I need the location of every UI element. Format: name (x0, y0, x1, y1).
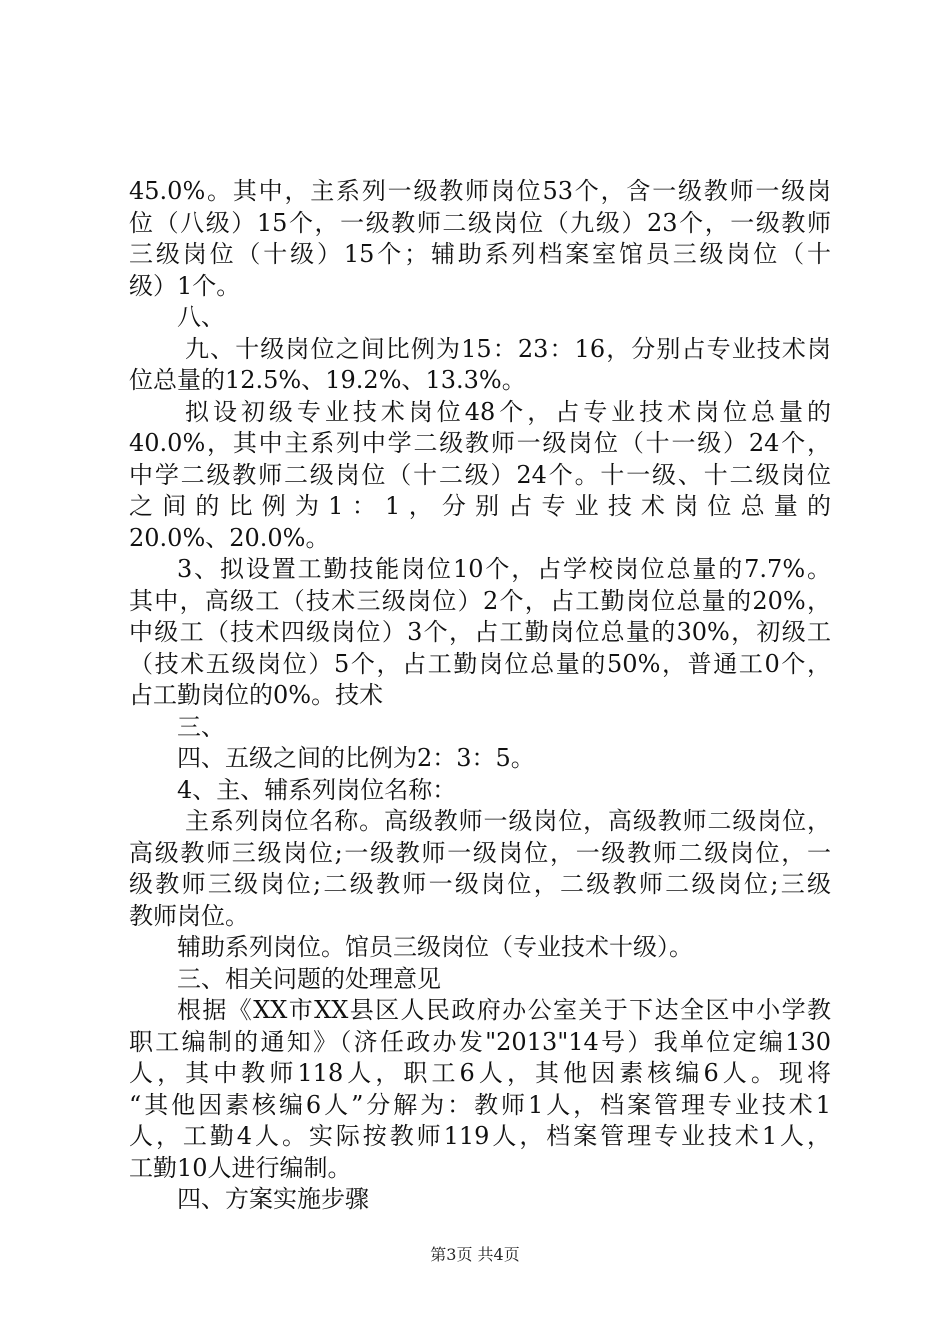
text-line: 拟设初级专业技术岗位48个，占专业技术岗位总量的 (185, 397, 831, 426)
text-line: 3、拟设置工勤技能岗位10个，占学校岗位总量的7.7%。 (177, 555, 831, 583)
text-line: 主系列岗位名称。高级教师一级岗位，高级教师二级岗位， (185, 807, 831, 835)
text-line: 4、主、辅系列岗位名称： (177, 775, 457, 804)
text-line: 其中，高级工（技术三级岗位）2个，占工勤岗位总量的20%， (129, 586, 831, 615)
text-line: 职工编制的通知》（济任政办发"2013"14号）我单位定编130 (129, 1027, 831, 1056)
text-line: 之 间 的 比 例 为 1 ： 1 ， 分 别 占 专 业 技 术 岗 位 总 量 的 (129, 492, 831, 520)
text-line: 人，其中教师118人，职工6人，其他因素核编6人。现将 (129, 1059, 831, 1087)
text-line: 级）1个。 (129, 271, 241, 300)
section-heading: 八、 (177, 303, 225, 331)
text-line: 根据《XX市XX县区人民政府办公室关于下达全区中小学教 (177, 996, 831, 1024)
text-line: 人，工勤4人。实际按教师119人，档案管理专业技术1人， (129, 1122, 831, 1150)
text-line: 位（八级）15个，一级教师二级岗位（九级）23个，一级教师 (129, 208, 831, 237)
text-line: 教师岗位。 (129, 901, 249, 930)
text-line: 九、十级岗位之间比例为15：23：16，分别占专业技术岗 (185, 334, 831, 363)
document-body (129, 176, 831, 1216)
text-line: 辅助系列岗位。馆员三级岗位（专业技术十级）。 (177, 933, 693, 961)
text-line: 40.0%，其中主系列中学二级教师一级岗位（十一级）24个， (129, 429, 831, 457)
text-line: 位总量的12.5%、19.2%、13.3%。 (129, 366, 526, 394)
text-line: 级教师三级岗位;二级教师一级岗位，二级教师二级岗位;三级 (129, 870, 831, 898)
section-heading: 四、方案实施步骤 (177, 1185, 369, 1213)
text-line: 三级岗位（十级）15个；辅助系列档案室馆员三级岗位（十 (129, 240, 831, 268)
page-number-footer: 第3页 共4页 (430, 1245, 520, 1264)
text-line: 工勤10人进行编制。 (129, 1153, 352, 1182)
section-heading: 三、 (177, 712, 225, 741)
text-line: 45.0%。其中，主系列一级教师岗位53个，含一级教师一级岗 (129, 177, 831, 205)
text-line: “其他因素核编6人”分解为：教师1人，档案管理专业技术1 (129, 1090, 831, 1119)
text-line: （技术五级岗位）5个，占工勤岗位总量的50%，普通工0个， (129, 649, 831, 678)
text-line: 中学二级教师二级岗位（十二级）24个。十一级、十二级岗位 (129, 460, 831, 489)
text-line: 中级工（技术四级岗位）3个，占工勤岗位总量的30%，初级工 (129, 618, 831, 646)
text-line: 占工勤岗位的0%。技术 (129, 681, 384, 709)
text-line: 高级教师三级岗位;一级教师一级岗位，一级教师二级岗位，一 (129, 838, 831, 867)
text-line: 四、五级之间的比例为2：3：5。 (177, 744, 535, 772)
section-heading: 三、相关问题的处理意见 (177, 964, 441, 993)
text-line: 20.0%、20.0%。 (129, 523, 330, 552)
